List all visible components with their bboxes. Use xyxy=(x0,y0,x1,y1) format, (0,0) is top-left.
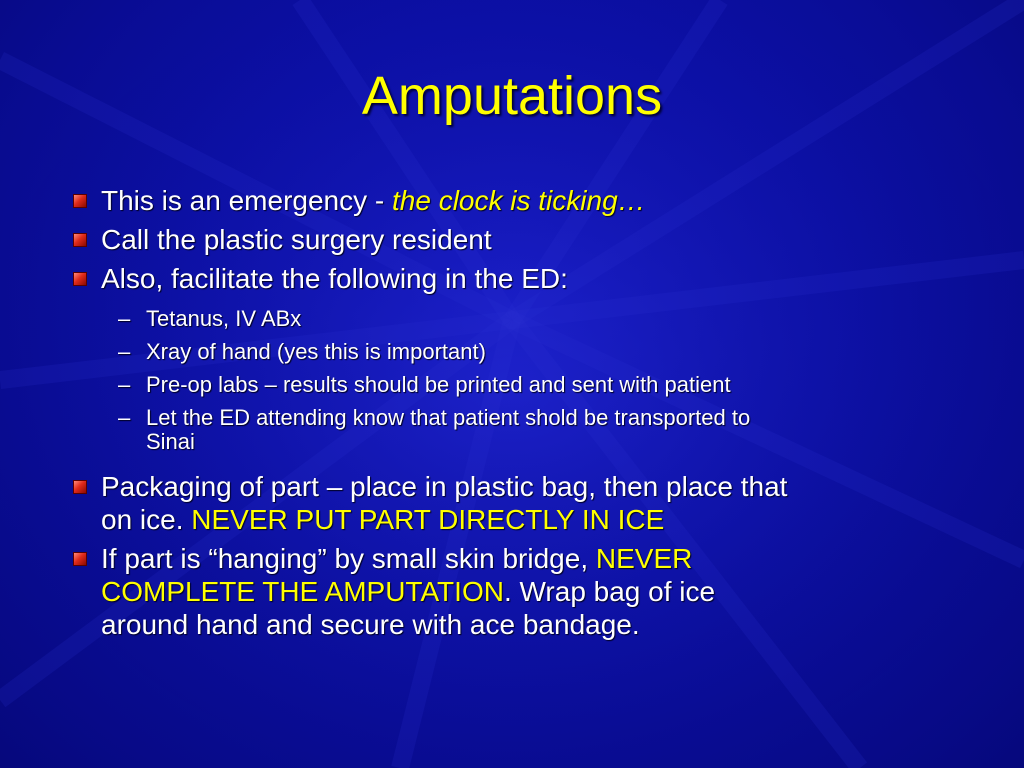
sub-bullet-item xyxy=(118,340,968,366)
bullet-text-line1 xyxy=(101,542,692,575)
bullet-item xyxy=(70,542,970,641)
sub-bullet-item xyxy=(118,373,968,399)
sub-bullet-text: Pre-op labs – results should be printed and sent with patient xyxy=(146,372,731,397)
bullet-text: Call the plastic surgery resident xyxy=(101,224,492,255)
sub-bullet-text: Xray of hand (yes this is important) xyxy=(146,339,486,364)
bullet-item xyxy=(70,223,970,256)
bullet-text-line2 xyxy=(101,503,664,536)
bullet-text-emphasis: the clock is ticking… xyxy=(392,185,646,216)
sub-bullet-item xyxy=(118,406,968,458)
square-bullet-icon xyxy=(73,552,87,566)
square-bullet-icon xyxy=(73,233,87,247)
dash-bullet: – xyxy=(118,372,131,397)
bullet-text-warning: NEVER xyxy=(595,543,693,574)
bullet-text-line3: around hand and secure with ace bandage. xyxy=(101,609,640,640)
bullet-text-warning: NEVER PUT PART DIRECTLY IN ICE xyxy=(191,504,665,535)
square-bullet-icon xyxy=(73,480,87,494)
bullet-text-plain: This is an emergency - xyxy=(101,185,392,216)
bullet-text xyxy=(101,184,646,217)
slide-title: Amputations xyxy=(361,66,663,126)
bullet-text-plain: on ice. xyxy=(101,504,192,535)
bullet-text-plain: . Wrap bag of ice xyxy=(503,576,716,607)
bullet-text-warning: COMPLETE THE AMPUTATION xyxy=(101,576,504,607)
bullet-text-line1: Packaging of part – place in plastic bag, then place that xyxy=(101,471,788,502)
bullet-item xyxy=(70,262,970,295)
square-bullet-icon xyxy=(73,194,87,208)
bullet-item xyxy=(70,184,970,217)
sub-bullet-item xyxy=(118,307,968,333)
dash-bullet: – xyxy=(118,405,131,430)
sub-bullet-text: Tetanus, IV ABx xyxy=(146,306,302,331)
bullet-text: Also, facilitate the following in the ED: xyxy=(101,263,568,294)
sub-bullet-text-line2: Sinai xyxy=(146,429,195,454)
square-bullet-icon xyxy=(73,272,87,286)
dash-bullet: – xyxy=(118,306,131,331)
dash-bullet: – xyxy=(118,339,131,364)
sub-bullet-text-line1: Let the ED attending know that patient shold be transported to xyxy=(146,405,751,430)
bullet-text-plain: If part is “hanging” by small skin bridge, xyxy=(101,543,596,574)
bullet-item xyxy=(70,470,970,536)
bullet-text-line2 xyxy=(101,575,715,608)
